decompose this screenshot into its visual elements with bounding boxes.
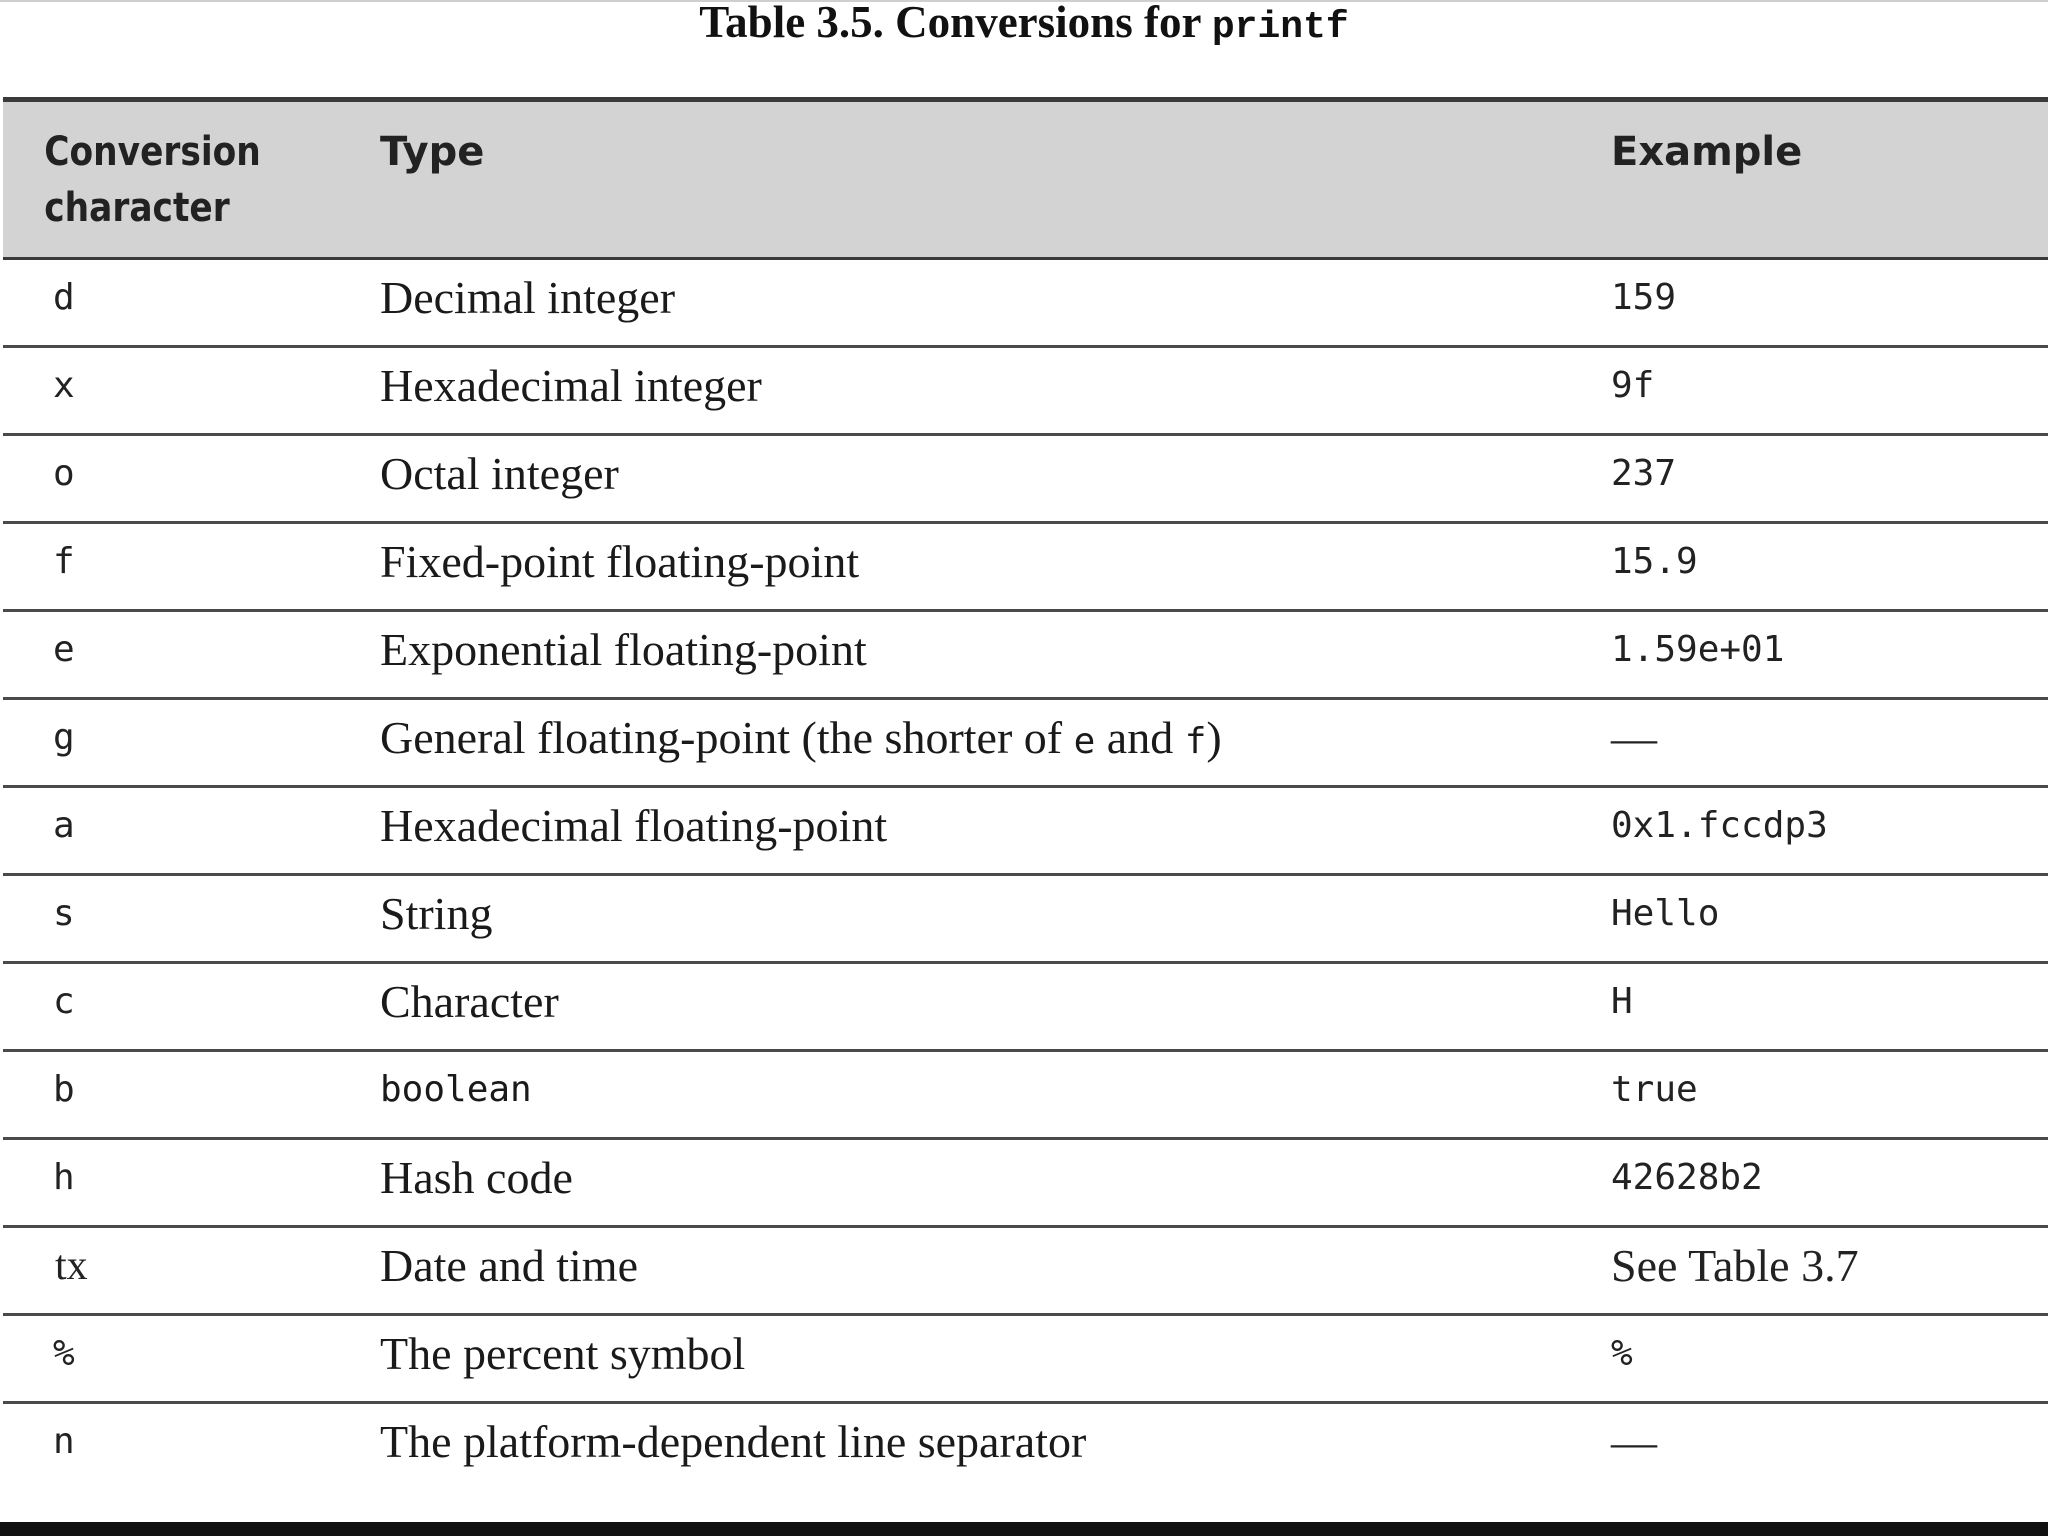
conversion-character: x [3,347,380,435]
conversions-table [3,97,2048,1489]
example-cell: 1.59e+01 [1611,611,2048,699]
type-text-part: ) [1206,712,1222,763]
type-cell: Decimal integer [380,259,1611,347]
type-cell: The platform-dependent line separator [380,1416,1087,1467]
example-cell: % [1611,1315,2048,1403]
header-type: Type [380,100,1611,259]
conversion-character: d [3,259,380,347]
example-cell: 0x1.fccdp3 [1611,787,2048,875]
header-row [3,100,2048,259]
caption-code: printf [1211,6,1349,49]
type-cell: Exponential floating-point [380,611,1611,699]
type-cell: The percent symbol [380,1315,1611,1403]
header-conversion-character-text: Conversion character [44,129,261,231]
type-text-part: and [1095,712,1185,763]
type-cell: Hash code [380,1139,1611,1227]
table-row [3,259,2048,347]
table-row [3,1403,2048,1489]
conversion-character: g [3,699,380,787]
table-row [3,875,2048,963]
header-example: Example [1611,100,2048,259]
conversion-character: a [3,787,380,875]
example-cell: — [1611,1416,1657,1467]
table-row [3,787,2048,875]
table-row [3,611,2048,699]
example-cell: 42628b2 [1611,1139,2048,1227]
table-row [3,435,2048,523]
table-caption [0,0,2048,49]
example-cell: 9f [1611,347,2048,435]
table-row [3,1051,2048,1139]
conversion-character: % [3,1315,380,1403]
conversion-character: tx [3,1227,380,1315]
table-row [3,1315,2048,1403]
example-cell: 237 [1611,435,2048,523]
type-cell: Hexadecimal integer [380,347,1611,435]
type-cell: Hexadecimal floating-point [380,787,1611,875]
type-cell: Fixed-point floating-point [380,523,1611,611]
type-cell: boolean [380,1051,1611,1139]
conversion-character: n [53,1421,75,1462]
example-cell: H [1611,963,2048,1051]
caption-text: Table 3.5. Conversions for [699,0,1212,47]
conversion-character: e [3,611,380,699]
type-cell [380,699,1611,787]
example-cell: 159 [1611,259,2048,347]
example-cell: true [1611,1051,2048,1139]
conversion-character: s [3,875,380,963]
table-row [3,523,2048,611]
example-cell: — [1611,699,2048,787]
type-cell: Character [380,963,1611,1051]
example-cell: Hello [1611,875,2048,963]
conversion-character: o [3,435,380,523]
conversion-character: h [3,1139,380,1227]
conversion-character: c [3,963,380,1051]
header-conversion-character [3,100,327,259]
conversion-character: f [3,523,380,611]
table-row [3,699,2048,787]
example-cell: 15.9 [1611,523,2048,611]
inline-code-f: f [1184,721,1207,762]
type-cell: String [380,875,1611,963]
example-cell: See Table 3.7 [1611,1227,2048,1315]
type-cell: Octal integer [380,435,1611,523]
table-row [3,347,2048,435]
table-row [3,1139,2048,1227]
table-row [3,1227,2048,1315]
type-text-part: General floating-point (the shorter of [380,712,1074,763]
type-cell: Date and time [380,1227,1611,1315]
table-row [3,963,2048,1051]
bottom-rule [0,1522,2048,1536]
conversion-character: b [3,1051,380,1139]
inline-code-e: e [1073,721,1096,762]
